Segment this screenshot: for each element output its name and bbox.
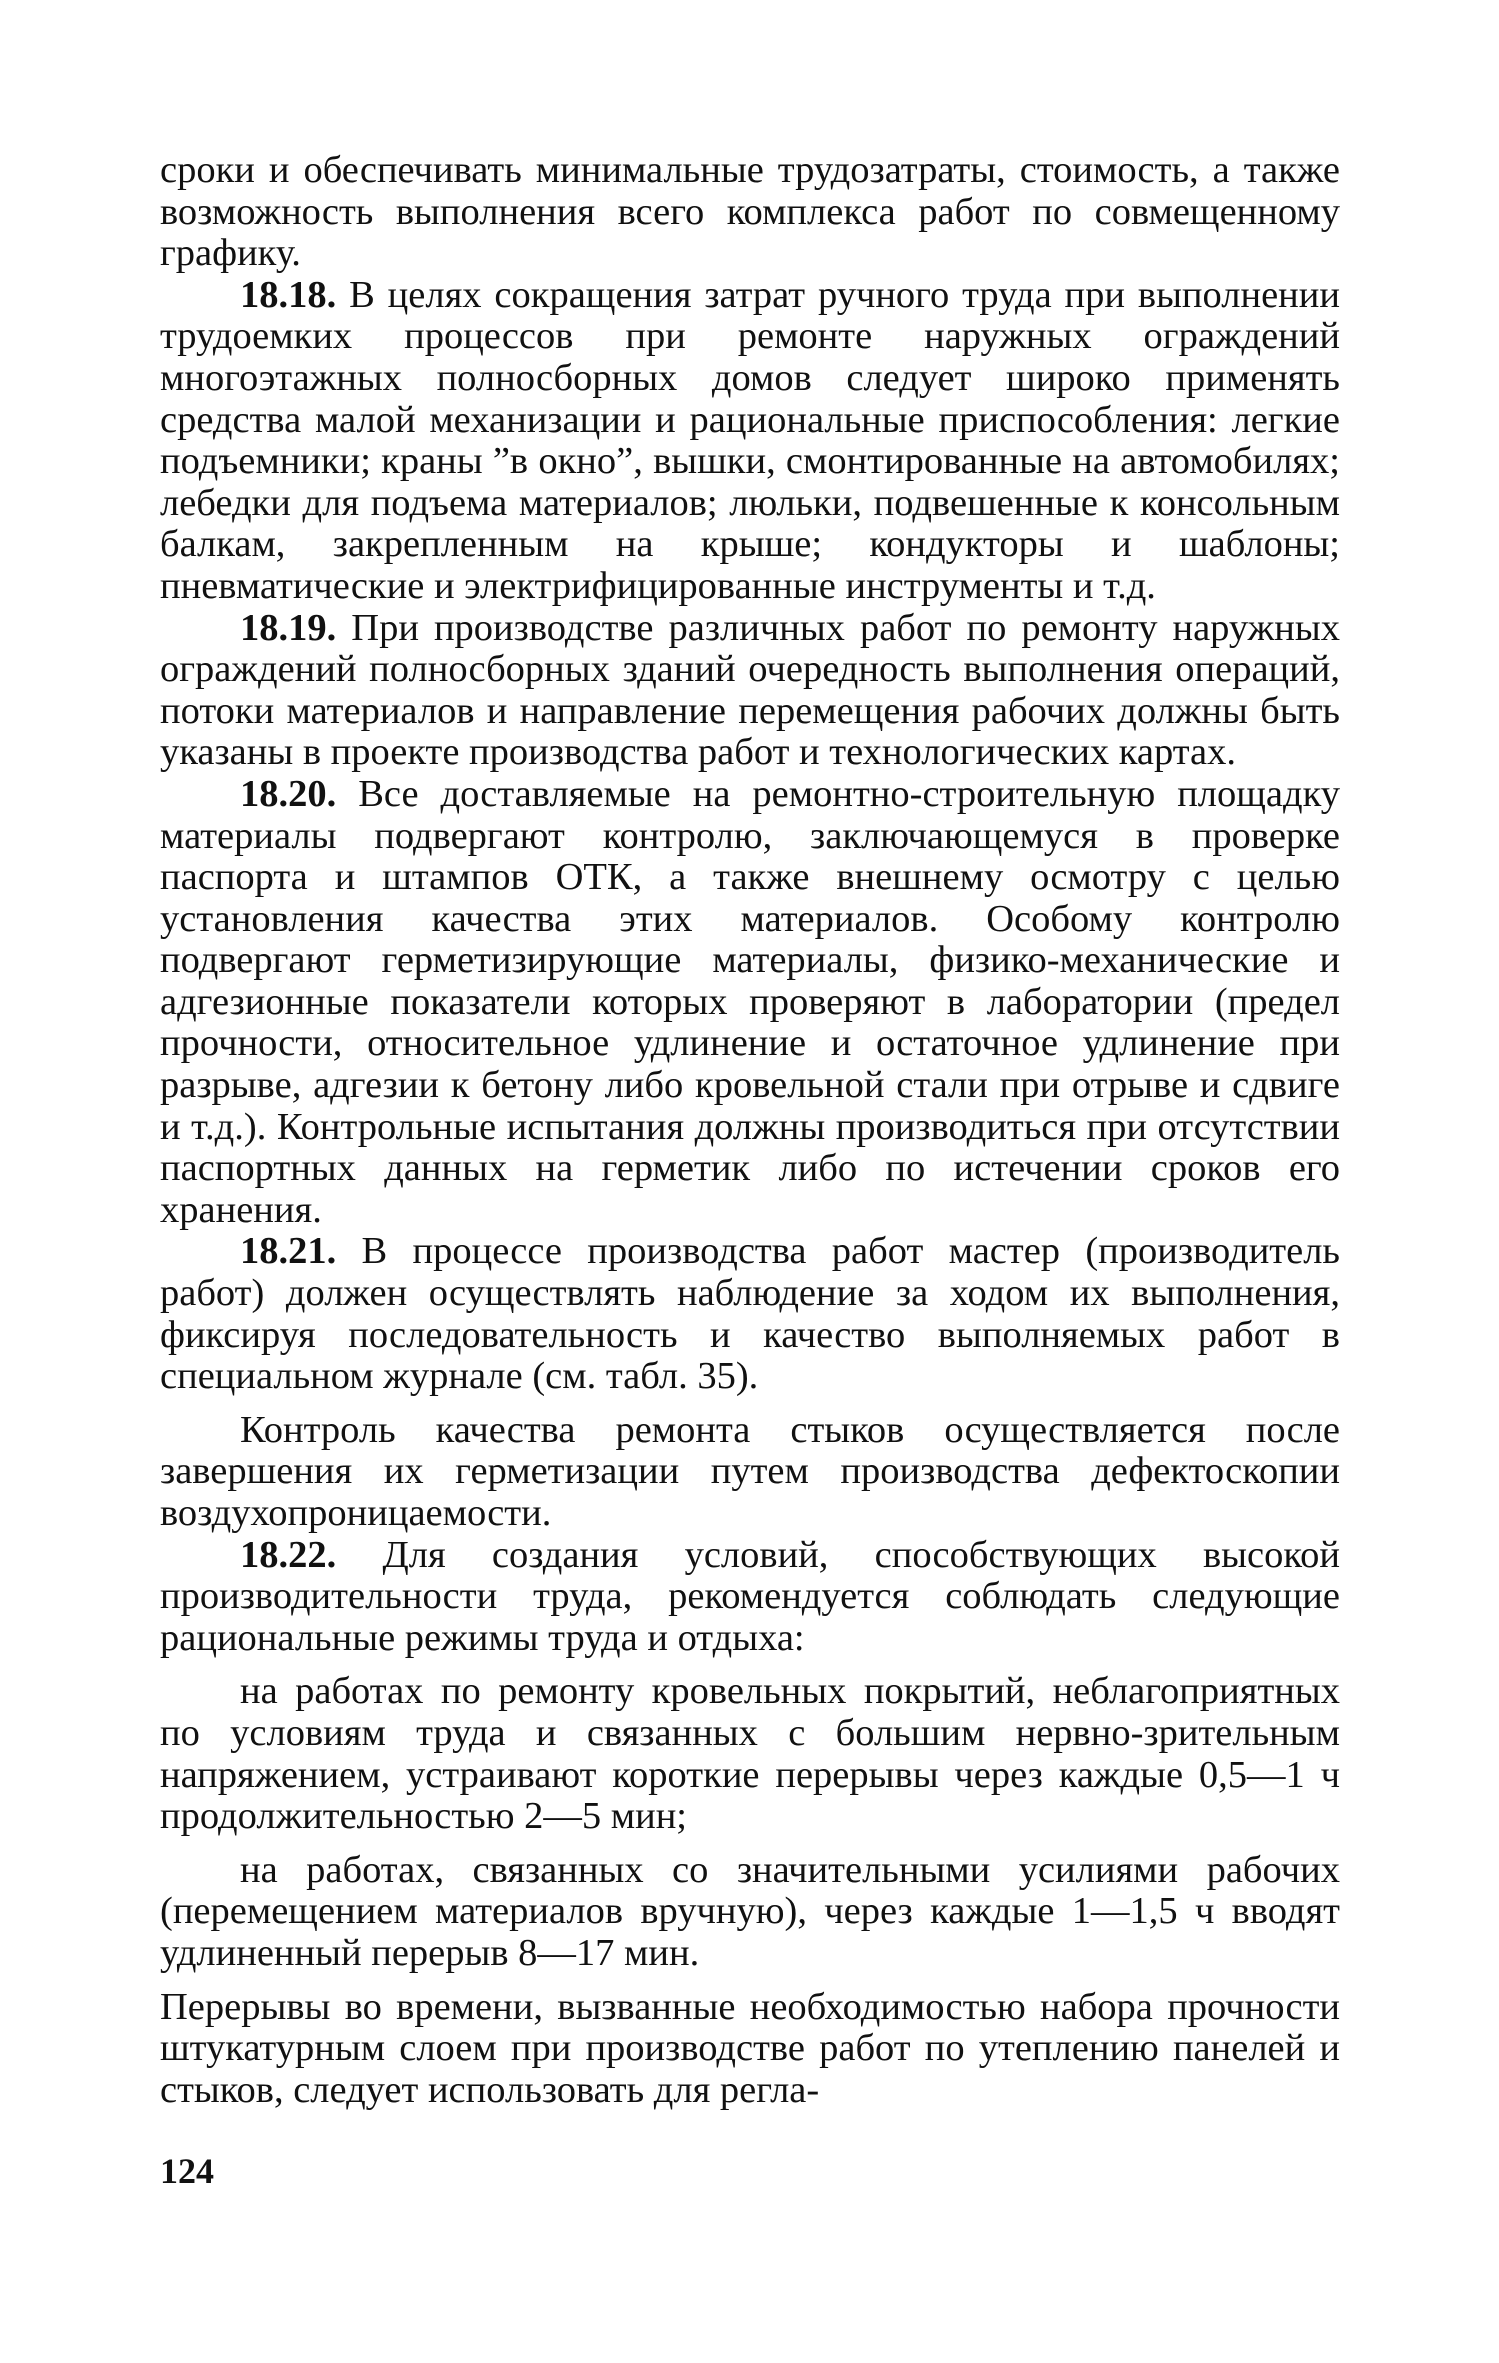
paragraph-manual-work-breaks: на работах, связанных со значительными усилиями рабочих (перемещением материалов вручную), через каждые 1—1,5 ч вводят удлиненный перерыв 8—17 мин. [160, 1848, 1340, 1974]
clause-number: 18.18. [240, 273, 337, 316]
page-number: 124 [160, 2151, 214, 2191]
clause-number: 18.20. [240, 772, 337, 815]
paragraph-18-21: 18.21. В процессе производства работ мастер (производитель работ) должен осуществлять наблюдение за ходом их выполнения, фиксируя последовательность и качество выполняемых работ в специальном журнале (см. табл. 35). [160, 1230, 1340, 1398]
paragraph-continuation: сроки и обеспечивать минимальные трудозатраты, стоимость, а также возможность выполнения всего комплекса работ по совмещенному графику. [160, 149, 1340, 275]
paragraph-18-20: 18.20. Все доставляемые на ремонтно-строительную площадку материалы подвергают контролю, заключающемуся в проверке паспорта и штампов ОТК, а также внешнему осмотру с целью установления качества этих материалов. Особому контролю подвергают герметизирующие материалы, физико-механические и адгезионные показатели которых проверяют в лаборатории (предел прочности, относительное удлинение и остаточное удлинение при разрыве, адгезии к бетону либо кровельной стали при отрыве и сдвиге и т.д.). Контрольные испытания должны производиться при отсутствии паспортных данных на герметик либо по истечении сроков его хранения. [160, 772, 1340, 1231]
paragraph-18-19: 18.19. При производстве различных работ по ремонту наружных ограждений полносборных зданий очередность выполнения операций, потоки материалов и направление перемещения рабочих должны быть указаны в проекте производства работ и технологических картах. [160, 606, 1340, 774]
paragraph-quality-control: Контроль качества ремонта стыков осуществляется после завершения их герметизации путем производства дефектоскопии воздухопроницаемости. [160, 1408, 1340, 1534]
paragraph-plaster-breaks: Перерывы во времени, вызванные необходимостью набора прочности штукатурным слоем при производстве работ по утеплению панелей и стыков, следует использовать для регла- [160, 1985, 1340, 2111]
page-body [160, 150, 1340, 2111]
clause-number: 18.21. [240, 1230, 337, 1273]
paragraph-18-18: 18.18. В целях сокращения затрат ручного труда при выполнении трудоемких процессов при ремонте наружных ограждений многоэтажных полносборных домов следует широко применять средства малой механизации и рациональные приспособления: легкие подъемники; краны ”в окно”, вышки, смонтированные на автомобилях; лебедки для подъема материалов; люльки, подвешенные к консольным балкам, закрепленным на крыше; кондукторы и шаблоны; пневматические и электрифицированные инструменты и т.д. [160, 273, 1340, 607]
paragraph-roofing-breaks: на работах по ремонту кровельных покрытий, неблагоприятных по условиям труда и связанных с большим нервно-зрительным напряжением, устраивают короткие перерывы через каждые 0,5—1 ч продолжительностью 2—5 мин; [160, 1670, 1340, 1838]
paragraph-18-22: 18.22. Для создания условий, способствующих высокой производительности труда, рекомендуется соблюдать следующие рациональные режимы труда и отдыха: [160, 1533, 1340, 1659]
clause-number: 18.19. [240, 606, 337, 649]
clause-number: 18.22. [240, 1533, 337, 1576]
